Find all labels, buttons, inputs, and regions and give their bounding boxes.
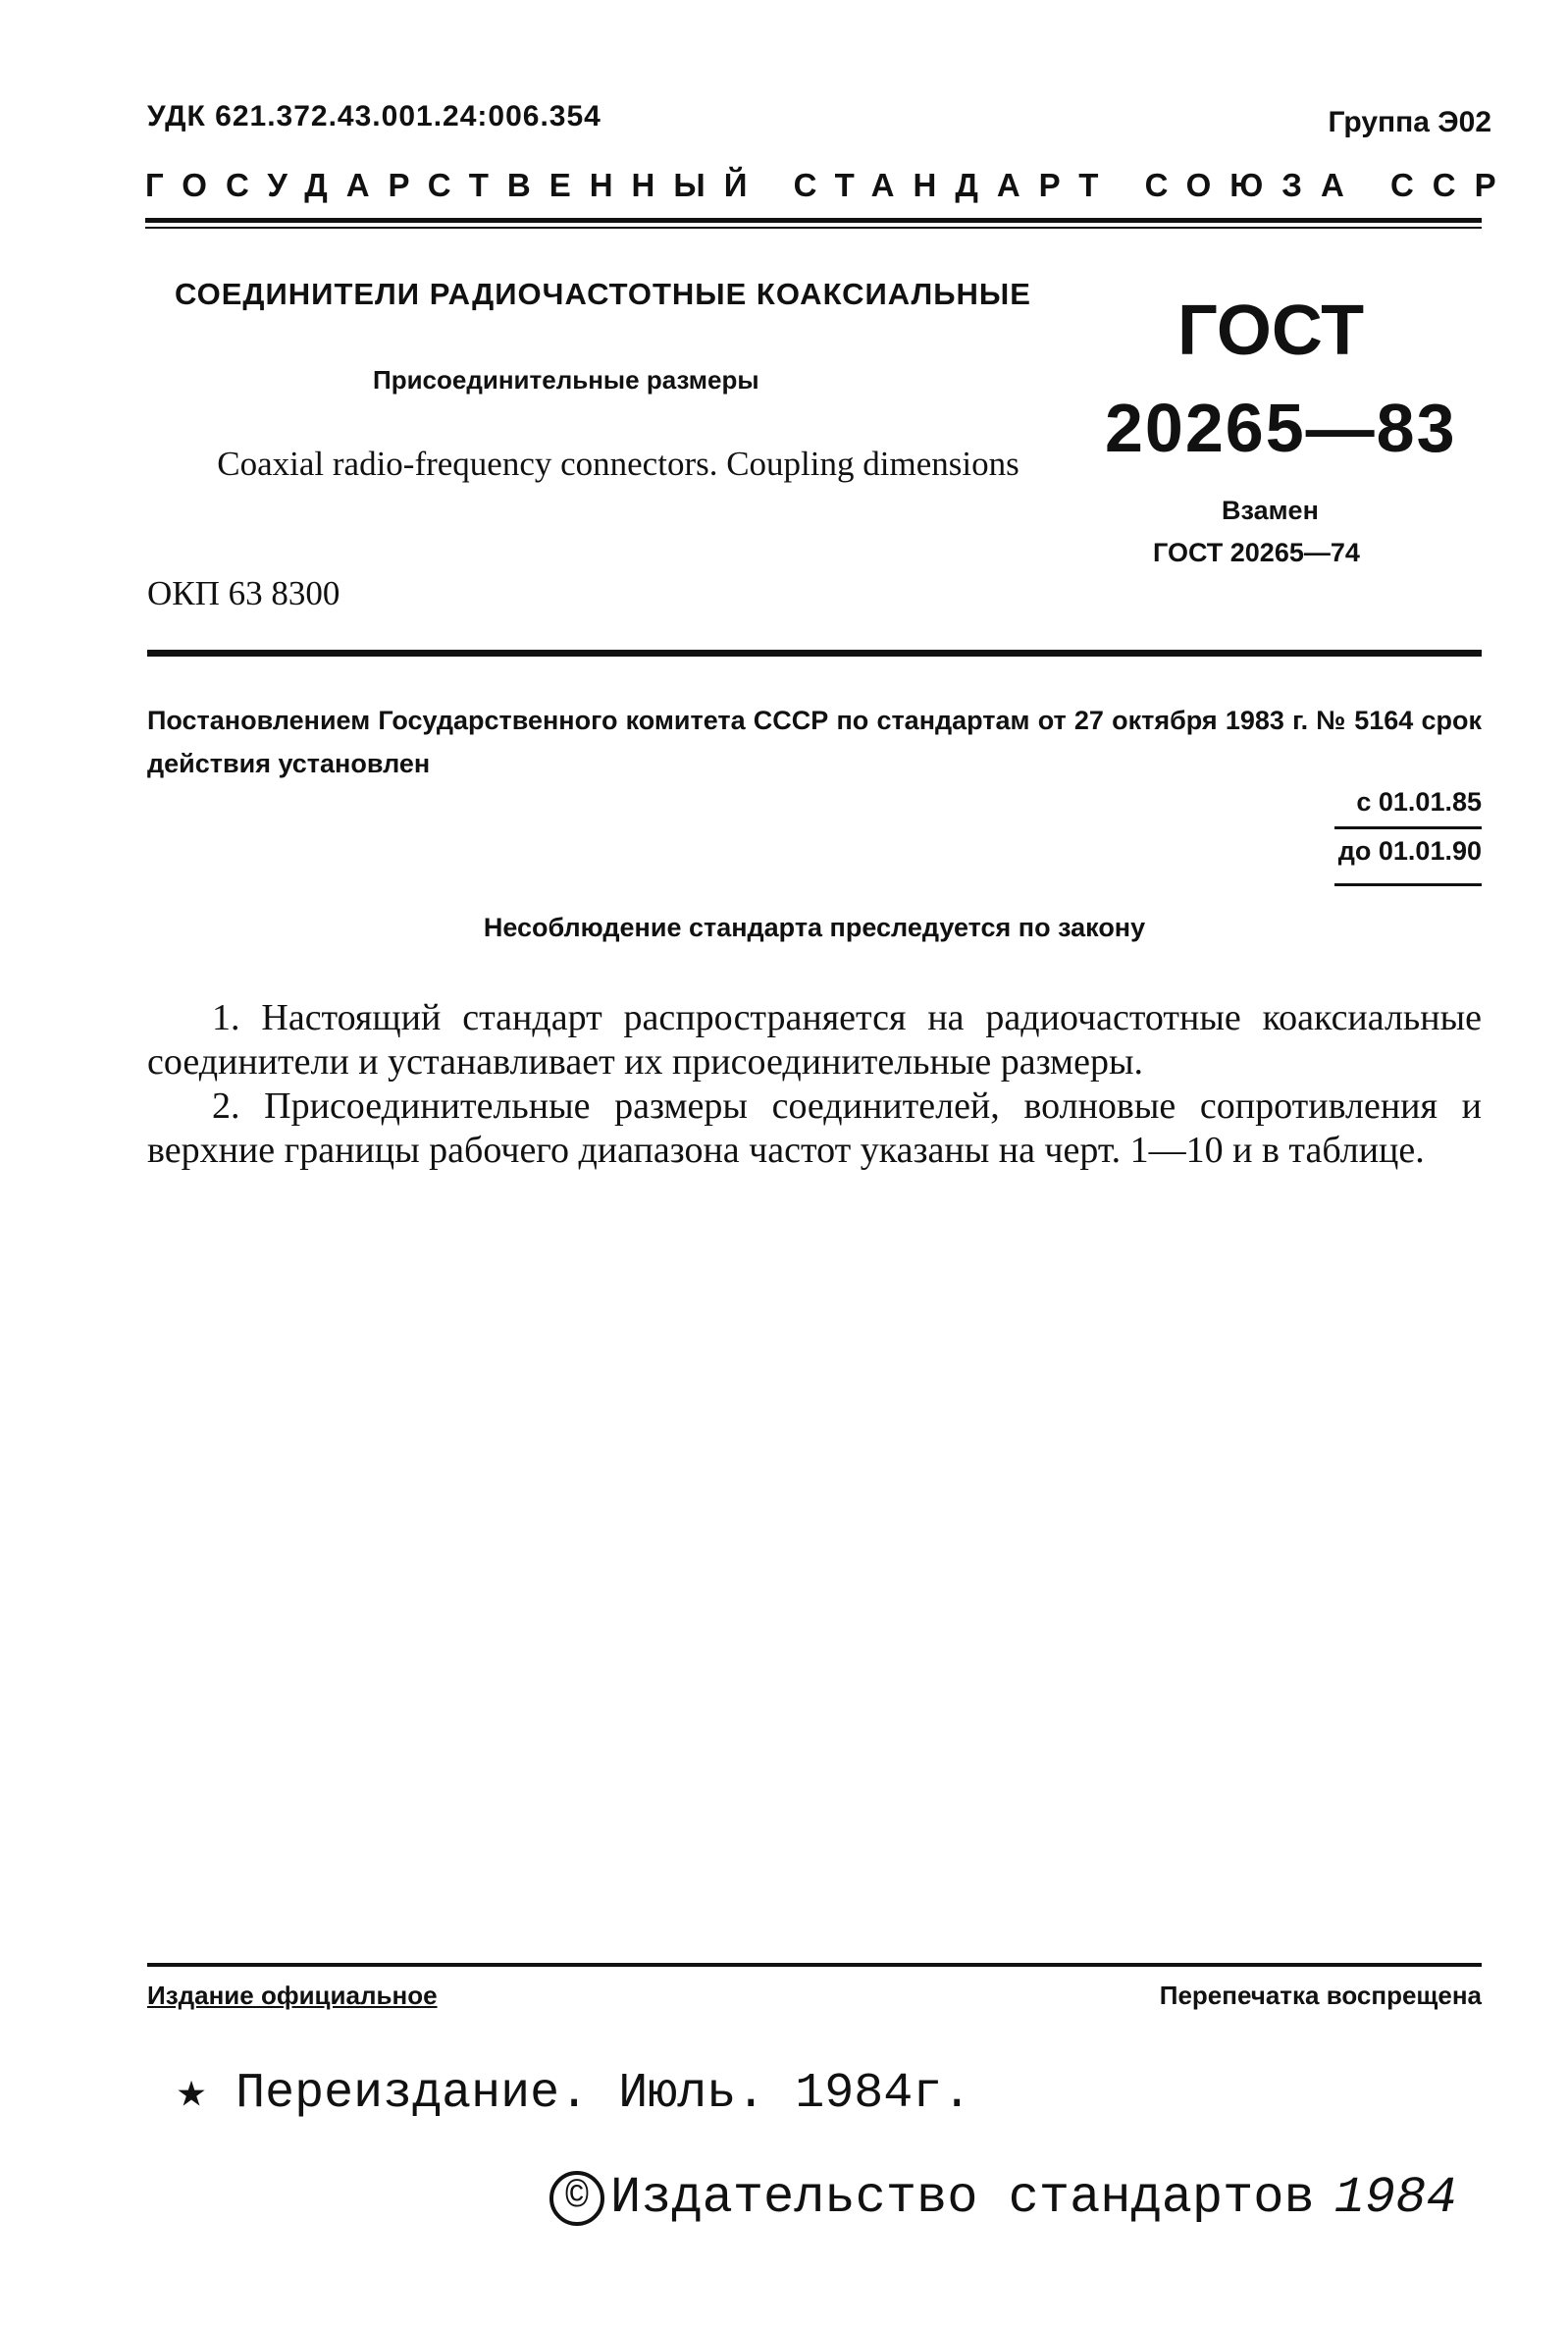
- header-rule-thin: [145, 227, 1482, 229]
- udk-code: УДК 621.372.43.001.24:006.354: [147, 100, 601, 132]
- star-icon: ★: [177, 2066, 207, 2122]
- footer-rule: [147, 1963, 1482, 1967]
- publisher-name: Издательство стандартов: [610, 2169, 1315, 2227]
- paragraph-2: 2. Присоединительные размеры соединителей, волновые сопротивления и верхние границы рабочего диапазона частот указаны на черт. 1—10 и в таблице.: [147, 1085, 1482, 1171]
- publisher-year: 1984: [1333, 2169, 1457, 2227]
- decree-text: Постановлением Государственного комитета СССР по стандартам от 27 октября 1983 г. № 5164 срок действия установлен: [147, 706, 1482, 778]
- gost-label: ГОСТ: [1177, 291, 1365, 370]
- document-subtitle-ru: Присоединительные размеры: [373, 365, 759, 395]
- official-edition-label: Издание официальное: [147, 1981, 438, 2010]
- date-divider: [1334, 826, 1482, 829]
- date-underline: [1334, 883, 1482, 886]
- header-rule: [145, 218, 1482, 223]
- state-standard-heading: ГОСУДАРСТВЕННЫЙ СТАНДАРТ СОЮЗА ССР: [145, 167, 1515, 203]
- validity-date-from: с 01.01.85: [1356, 787, 1482, 817]
- title-block-rule: [147, 650, 1482, 657]
- body-text: [147, 996, 1482, 1173]
- publisher-stamp: [549, 2169, 1457, 2227]
- replaces-label: Взамен: [1222, 496, 1319, 525]
- group-code: Группа Э02: [1328, 106, 1491, 138]
- document-title-en: Coaxial radio-frequency connectors. Coupling dimensions: [217, 445, 1019, 483]
- no-reprint-label: Перепечатка воспрещена: [1159, 1981, 1482, 2010]
- gost-number: 20265—83: [1105, 390, 1457, 466]
- reissue-stamp: [177, 2061, 971, 2122]
- document-title-ru: СОЕДИНИТЕЛИ РАДИОЧАСТОТНЫЕ КОАКСИАЛЬНЫЕ: [175, 277, 1031, 311]
- paragraph-1: 1. Настоящий стандарт распространяется на радиочастотные коаксиальные соединители и устанавливает их присоединительные размеры.: [147, 997, 1482, 1083]
- copyright-icon: ©: [549, 2171, 604, 2226]
- replaced-standard: ГОСТ 20265—74: [1153, 538, 1360, 567]
- validity-date-to: до 01.01.90: [1337, 836, 1482, 866]
- legal-warning: Несоблюдение стандарта преследуется по закону: [483, 913, 1146, 942]
- reissue-text: Переиздание. Июль. 1984г.: [235, 2066, 972, 2122]
- okp-code: ОКП 63 8300: [147, 574, 340, 612]
